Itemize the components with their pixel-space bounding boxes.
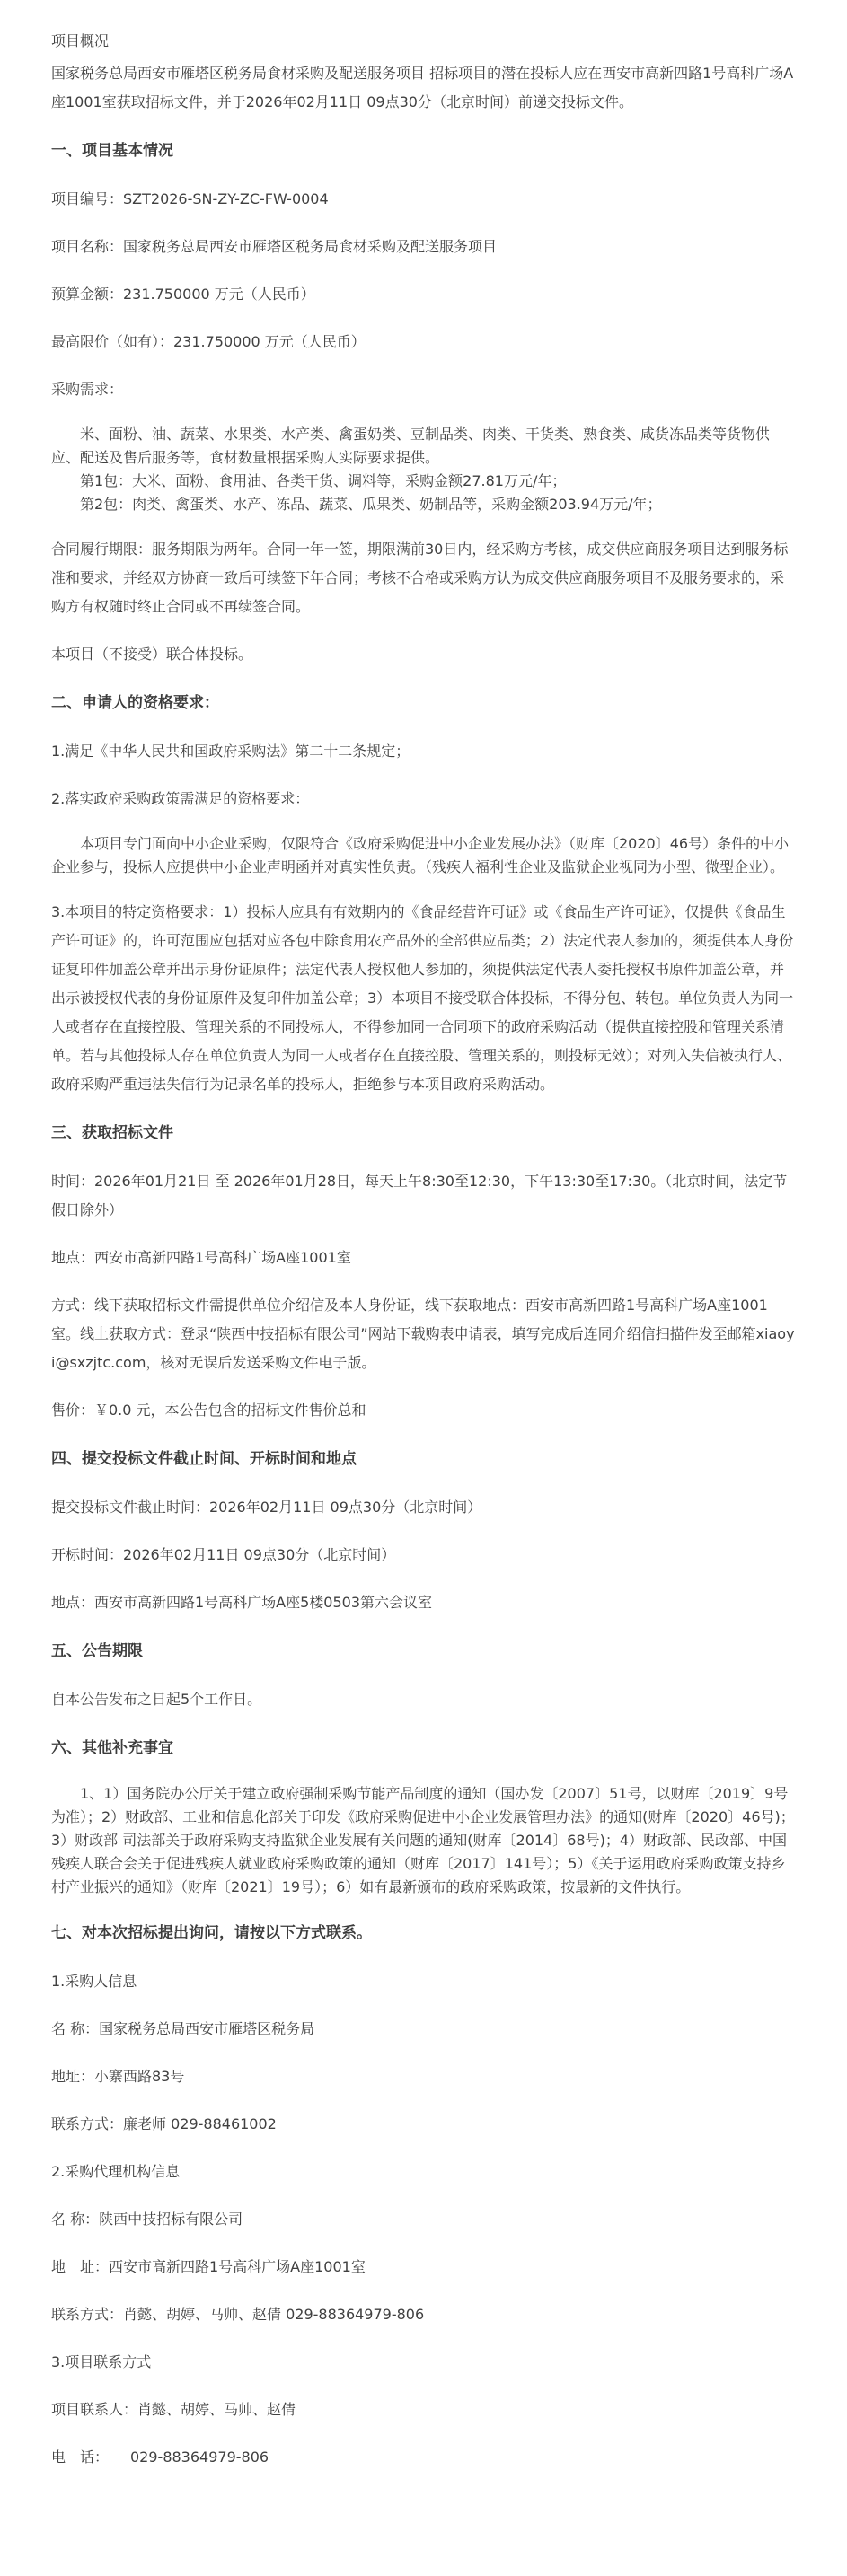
qualification-1: 1.满足《中华人民共和国政府采购法》第二十二条规定； <box>51 743 410 760</box>
qualification-3: 3.本项目的特定资格要求：1）投标人应具有有效期内的《食品经营许可证》或《食品生产许可证》，仅提供《食品生产许可证》的，许可范围应包括对应各包中除食用农产品外的全部供应品类；2）法定代表人参加的，须提供本人身份证复印件加盖公章并出示身份证原件；法定代表人授权他人参加的，须提供法定代表人委托授权书原件加盖公章，并出示被授权代表的身份证原件及复印件加盖公章；3）本项目不接受联合体投标，不得分包、转包。单位负责人为同一人或者存在直接控股、管理关系的不同投标人，不得参加同一合同项下的政府采购活动（提供直接控股和管理关系清单。若与其他投标人存在单位负责人为同一人或者存在直接控股、管理关系的，则投标无效）；对列入失信被执行人、政府采购严重违法失信行为记录名单的投标人，拒绝参与本项目政府采购活动。 <box>51 903 794 1093</box>
qualification-2: 2.落实政府采购政策需满足的资格要求： <box>51 790 310 807</box>
announcement-period: 自本公告发布之日起5个工作日。 <box>51 1691 262 1708</box>
section-3-heading: 三、获取招标文件 <box>51 1124 173 1142</box>
demand-package-1: 第1包：大米、面粉、食用油、各类干货、调料等，采购金额27.81万元/年； <box>80 472 567 489</box>
obtain-location: 地点：西安市高新四路1号高科广场A座1001室 <box>51 1249 351 1266</box>
overview-title: 项目概况 <box>51 32 110 49</box>
supplementary-notes: 1、1）国务院办公厅关于建立政府强制采购节能产品制度的通知（国办发〔2007〕51号，以财库〔2019〕9号为准）；2）财政部、工业和信息化部关于印发《政府采购促进中小企业发展管理办法》的通知(财库〔2020〕46号)；3）财政部 司法部关于政府采购支持监狱企业发展有关问题的通知(财库〔2014〕68号)；4）财政部、民政部、中国残疾人联合会关于促进残疾人就业政府采购政策的通知（财库〔2017〕141号）；5）《关于运用政府采购政策支持乡村产业振兴的通知》（财库〔2021〕19号）；6）如有最新颁布的政府采购政策，按最新的文件执行。 <box>51 1785 795 1895</box>
section-7-heading: 七、对本次招标提出询问，请按以下方式联系。 <box>51 1924 372 1942</box>
agency-name: 名 称：陕西中技招标有限公司 <box>51 2211 243 2228</box>
demand-goods-scope: 米、面粉、油、蔬菜、水果类、水产类、禽蛋奶类、豆制品类、肉类、干货类、熟食类、咸货冻品类等货物供应、配送及售后服务等，食材数量根据采购人实际要求提供。 <box>51 426 771 466</box>
contract-period: 合同履行期限：服务期限为两年。合同一年一签，期限满前30日内，经采购方考核，成交供应商服务项目达到服务标准和要求，并经双方协商一致后可续签下年合同；考核不合格或采购方认为成交供应商服务项目不及服务要求的，采购方有权随时终止合同或不再续签合同。 <box>51 541 789 615</box>
section-6-heading: 六、其他补充事宜 <box>51 1739 173 1757</box>
purchaser-name: 名 称：国家税务总局西安市雁塔区税务局 <box>51 2020 315 2037</box>
purchaser-info-label: 1.采购人信息 <box>51 1973 137 1990</box>
submission-deadline: 提交投标文件截止时间：2026年02月11日 09点30分（北京时间） <box>51 1499 482 1516</box>
project-name: 项目名称：国家税务总局西安市雁塔区税务局食材采购及配送服务项目 <box>51 238 498 255</box>
project-contact-label: 3.项目联系方式 <box>51 2353 152 2370</box>
purchaser-address: 地址：小寨西路83号 <box>51 2068 185 2085</box>
section-1-heading: 一、项目基本情况 <box>51 142 173 160</box>
sme-policy: 本项目专门面向中小企业采购，仅限符合《政府采购促进中小企业发展办法》（财库〔2020〕46号）条件的中小企业参与，投标人应提供中小企业声明函并对真实性负责。（残疾人福利性企业及监狱企业视同为小型、微型企业）。 <box>51 835 790 875</box>
agency-contact: 联系方式：肖懿、胡婷、马帅、赵倩 029-88364979-806 <box>51 2306 425 2323</box>
project-number: 项目编号：SZT2026-SN-ZY-ZC-FW-0004 <box>51 190 329 207</box>
section-4-heading: 四、提交投标文件截止时间、开标时间和地点 <box>51 1450 357 1468</box>
bid-opening-location: 地点：西安市高新四路1号高科广场A座5楼0503第六会议室 <box>51 1594 433 1611</box>
consortium-bidding: 本项目（不接受）联合体投标。 <box>51 646 253 663</box>
purchaser-contact: 联系方式：廉老师 029-88461002 <box>51 2115 277 2132</box>
agency-info-label: 2.采购代理机构信息 <box>51 2163 181 2180</box>
document-price: 售价：￥0.0 元，本公告包含的招标文件售价总和 <box>51 1402 366 1419</box>
procurement-demand-label: 采购需求： <box>51 381 124 398</box>
demand-package-2: 第2包：肉类、禽蛋类、水产、冻品、蔬菜、瓜果类、奶制品等，采购金额203.94万元/年； <box>80 496 662 513</box>
obtain-time: 时间：2026年01月21日 至 2026年01月28日，每天上午8:30至12:30，下午13:30至17:30。（北京时间，法定节假日除外） <box>51 1173 788 1218</box>
project-contact-phone: 电 话： 029-88364979-806 <box>51 2449 269 2466</box>
overview-text: 国家税务总局西安市雁塔区税务局食材采购及配送服务项目 招标项目的潜在投标人应在西安市高新四路1号高科广场A座1001室获取招标文件，并于2026年02月11日 09点30分（北京时间）前递交投标文件。 <box>51 65 794 110</box>
procurement-demand-details <box>51 423 796 516</box>
bid-opening-time: 开标时间：2026年02月11日 09点30分（北京时间） <box>51 1546 396 1563</box>
max-price: 最高限价（如有）：231.750000 万元（人民币） <box>51 333 366 350</box>
agency-address: 地 址：西安市高新四路1号高科广场A座1001室 <box>51 2258 366 2275</box>
project-contact-persons: 项目联系人：肖懿、胡婷、马帅、赵倩 <box>51 2401 296 2418</box>
section-2-heading: 二、申请人的资格要求： <box>51 694 219 712</box>
obtain-method: 方式：线下获取招标文件需提供单位介绍信及本人身份证，线下获取地点：西安市高新四路1号高科广场A座1001室。线上获取方式：登录“陕西中技招标有限公司”网站下载购表申请表，填写完成后连同介绍信扫描件发至邮箱xiaoyi@sxzjtc.com，核对无误后发送采购文件电子版。 <box>51 1297 795 1371</box>
budget-amount: 预算金额：231.750000 万元（人民币） <box>51 286 315 303</box>
section-5-heading: 五、公告期限 <box>51 1642 143 1660</box>
